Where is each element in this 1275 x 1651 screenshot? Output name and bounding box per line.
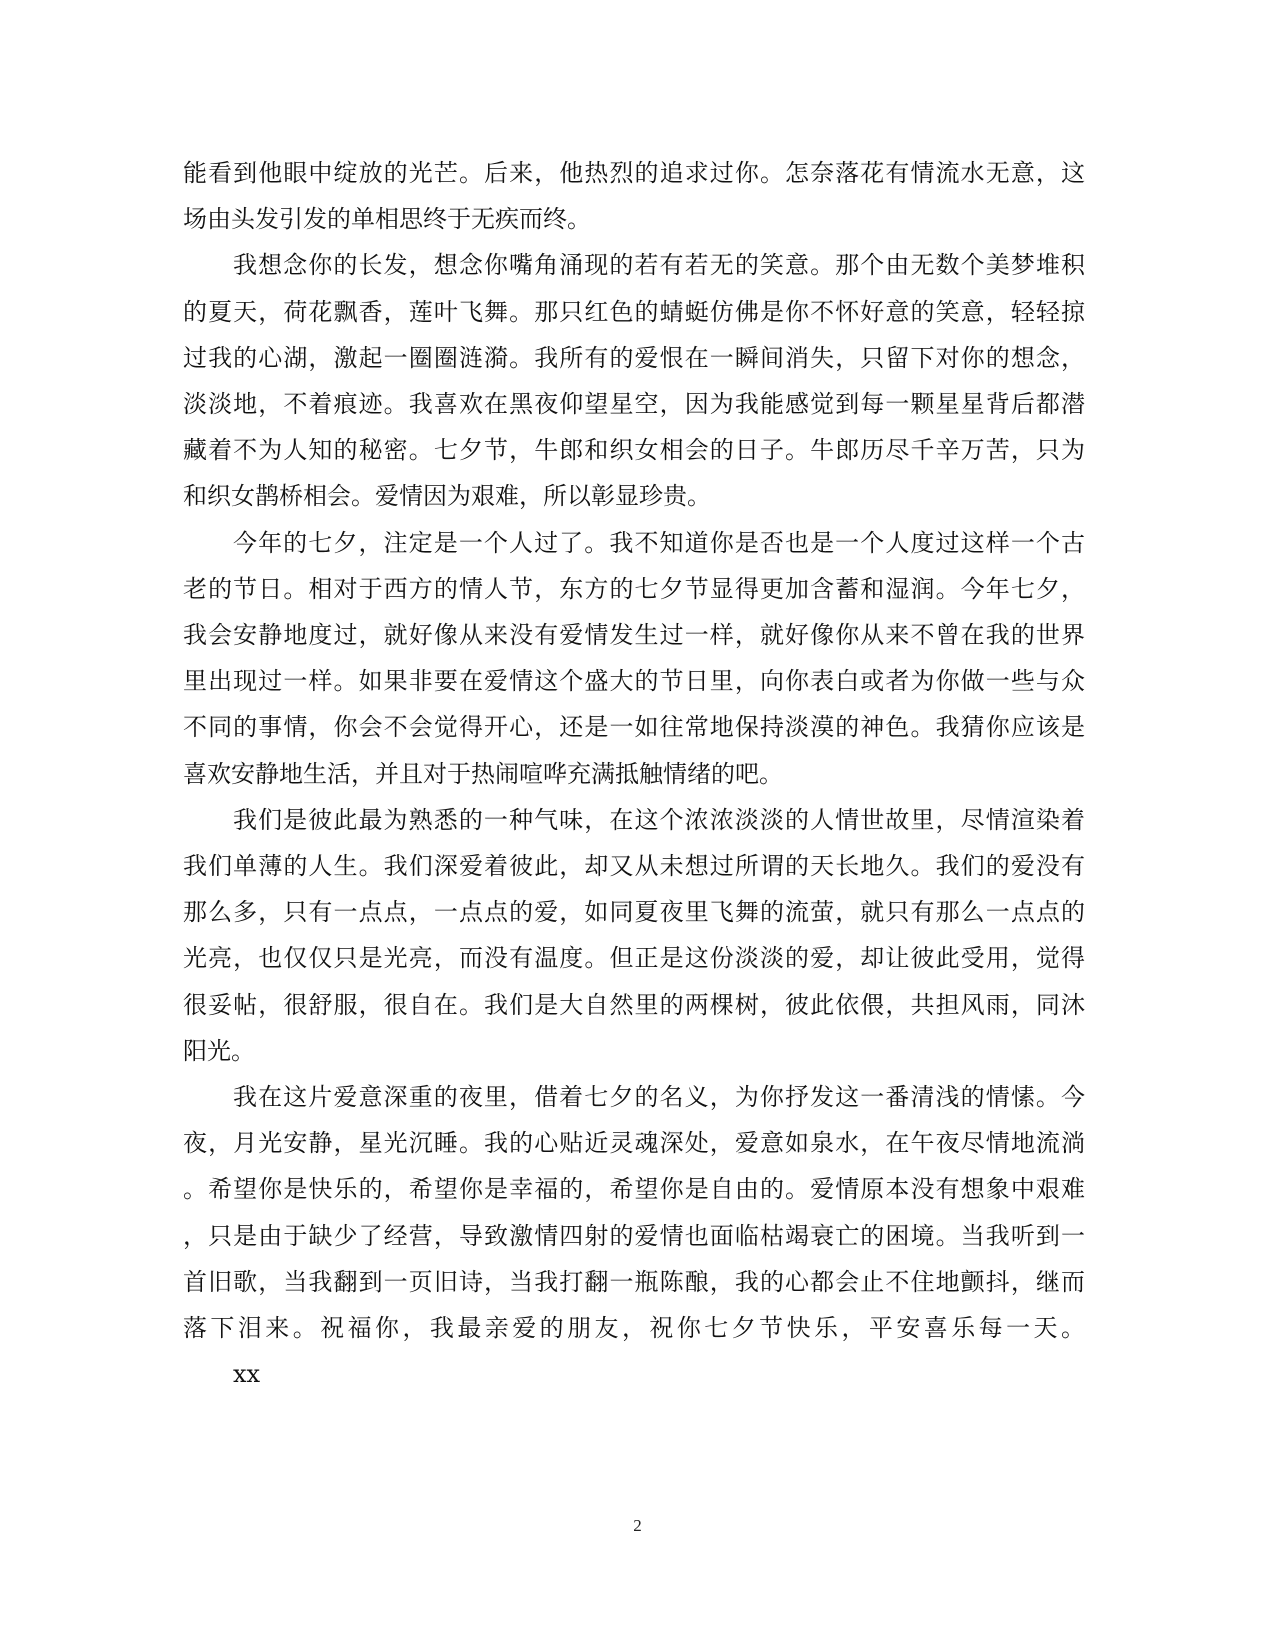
page-number: 2 bbox=[633, 1516, 642, 1535]
text-line: 的夏天，荷花飘香，莲叶飞舞。那只红色的蜻蜓仿佛是你不怀好意的笑意，轻轻掠 bbox=[183, 297, 1087, 326]
text-line: 夜，月光安静，星光沉睡。我的心贴近灵魂深处，爱意如泉水，在午夜尽情地流淌 bbox=[183, 1129, 1087, 1158]
text-line: 老的节日。相对于西方的情人节，东方的七夕节显得更加含蓄和湿润。今年七夕， bbox=[183, 574, 1087, 603]
text-line: 落下泪来。祝福你，我最亲爱的朋友，祝你七夕节快乐，平安喜乐每一天。 bbox=[183, 1314, 1089, 1342]
text-line: 今年的七夕，注定是一个人过了。我不知道你是否也是一个人度过这样一个古 bbox=[233, 528, 1087, 557]
text-line: 那么多，只有一点点，一点点的爱，如同夏夜里飞舞的流萤，就只有那么一点点的 bbox=[183, 898, 1087, 927]
text-line: 阳光。 bbox=[183, 1036, 255, 1065]
text-line: 喜欢安静地生活，并且对于热闹喧哗充满抵触情绪的吧。 bbox=[183, 759, 783, 788]
text-line: 很妥帖，很舒服，很自在。我们是大自然里的两棵树，彼此依偎，共担风雨，同沐 bbox=[183, 990, 1087, 1019]
text-line: 我们单薄的人生。我们深爱着彼此，却又从未想过所谓的天长地久。我们的爱没有 bbox=[183, 852, 1087, 880]
text-line: 首旧歌，当我翻到一页旧诗，当我打翻一瓶陈酿，我的心都会止不住地颤抖，继而 bbox=[183, 1267, 1087, 1296]
text-line: xx bbox=[233, 1360, 261, 1389]
text-line: 。希望你是快乐的，希望你是幸福的，希望你是自由的。爱情原本没有想象中艰难 bbox=[183, 1175, 1087, 1204]
text-line: 和织女鹊桥相会。爱情因为艰难，所以彰显珍贵。 bbox=[183, 482, 711, 511]
text-line: 藏着不为人知的秘密。七夕节，牛郎和织女相会的日子。牛郎历尽千辛万苦，只为 bbox=[183, 436, 1087, 465]
text-line: ，只是由于缺少了经营，导致激情四射的爱情也面临枯竭衰亡的困境。当我听到一 bbox=[183, 1221, 1087, 1250]
text-line: 能看到他眼中绽放的光芒。后来，他热烈的追求过你。怎奈落花有情流水无意，这 bbox=[183, 159, 1087, 187]
text-line: 场由头发引发的单相思终于无疾而终。 bbox=[183, 205, 591, 234]
text-line: 过我的心湖，激起一圈圈涟漪。我所有的爱恨在一瞬间消失，只留下对你的想念， bbox=[183, 343, 1087, 372]
text-line: 我们是彼此最为熟悉的一种气味，在这个浓浓淡淡的人情世故里，尽情渲染着 bbox=[233, 805, 1087, 834]
text-line: 我想念你的长发，想念你嘴角涌现的若有若无的笑意。那个由无数个美梦堆积 bbox=[233, 251, 1087, 280]
text-line: 我会安静地度过，就好像从来没有爱情发生过一样，就好像你从来不曾在我的世界 bbox=[183, 621, 1087, 649]
text-line: 淡淡地，不着痕迹。我喜欢在黑夜仰望星空，因为我能感觉到每一颗星星背后都潜 bbox=[183, 390, 1087, 418]
text-line: 光亮，也仅仅只是光亮，而没有温度。但正是这份淡淡的爱，却让彼此受用，觉得 bbox=[183, 944, 1087, 973]
text-line: 我在这片爱意深重的夜里，借着七夕的名义，为你抒发这一番清浅的情愫。今 bbox=[233, 1083, 1087, 1111]
text-line: 不同的事情，你会不会觉得开心，还是一如往常地保持淡漠的神色。我猜你应该是 bbox=[183, 713, 1087, 742]
text-line: 里出现过一样。如果非要在爱情这个盛大的节日里，向你表白或者为你做一些与众 bbox=[183, 667, 1087, 696]
